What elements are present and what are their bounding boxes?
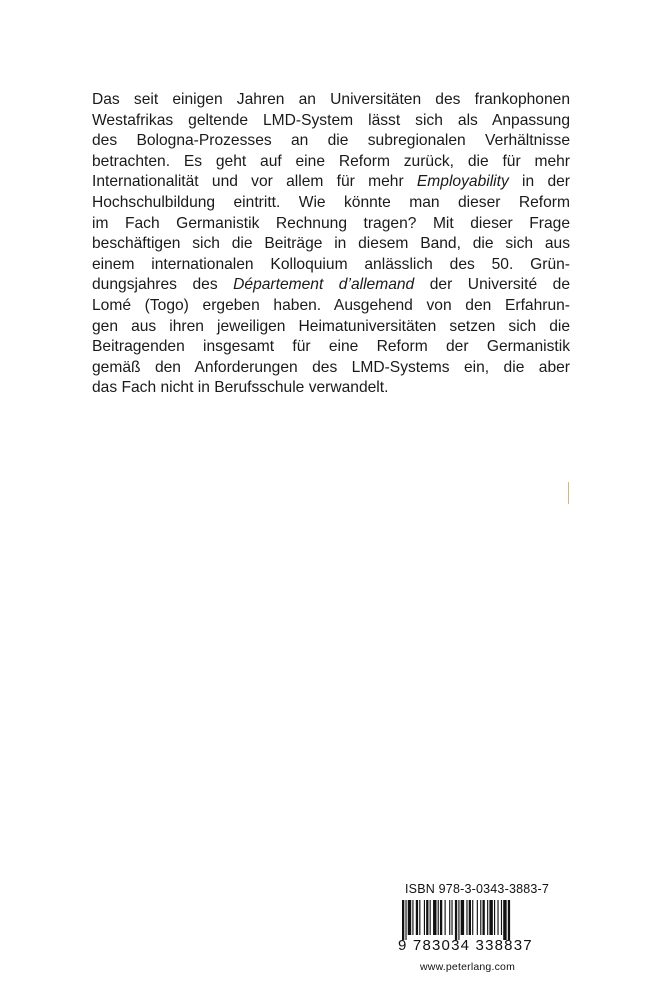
blurb-text: Hochschulbildung eintritt. Wie könnte man dieser Reform — [92, 193, 570, 211]
barcode-bar — [472, 900, 473, 935]
blurb-text: der Université de — [414, 276, 570, 294]
blurb-text: gen aus ihren jeweiligen Heimatuniversitäten setzen sich die — [92, 317, 570, 335]
blurb-text: Westafrikas geltende LMD-System lässt sich als Anpassung — [92, 111, 570, 129]
barcode-bar — [508, 900, 510, 940]
blurb-line — [92, 152, 570, 173]
barcode-bar — [480, 900, 481, 935]
blurb-italic-term: Département d’allemand — [233, 276, 415, 294]
barcode-bar — [494, 900, 495, 935]
barcode-bar — [449, 900, 450, 935]
blurb-text: im Fach Germanistik Rechnung tragen? Mit dieser Frage — [92, 214, 570, 232]
blurb-text: Internationalität und vor allem für mehr — [92, 173, 417, 191]
barcode-bar — [402, 900, 404, 940]
blurb-text: einem internationalen Kolloquium anlässlich des 50. Grün- — [92, 255, 570, 273]
publisher-url: www.peterlang.com — [420, 961, 516, 973]
blurb-text: in der — [508, 173, 570, 191]
blurb-line — [92, 317, 570, 338]
blurb-text: Das seit einigen Jahren an Universitäten des frankophonen — [92, 91, 570, 108]
decorative-tick — [568, 482, 569, 504]
barcode-bar — [497, 900, 498, 935]
barcode-digits: 9 783034 338837 — [398, 937, 533, 954]
barcode-bar — [469, 900, 471, 935]
barcode-bar — [489, 900, 492, 935]
blurb-italic-term: Employability — [416, 173, 509, 191]
blurb-line — [92, 296, 570, 317]
barcode-bar — [408, 900, 411, 935]
blurb-line — [92, 193, 570, 214]
back-cover-blurb — [92, 90, 570, 399]
barcode-bar — [451, 900, 452, 935]
blurb-line — [92, 275, 570, 296]
blurb-line — [92, 234, 570, 255]
barcode-bar — [412, 900, 413, 935]
blurb-line — [92, 90, 570, 111]
barcode-bar — [445, 900, 446, 935]
barcode-bar — [405, 900, 406, 940]
barcode-bar — [433, 900, 436, 935]
blurb-line — [92, 214, 570, 235]
barcode-bar — [430, 900, 431, 935]
barcode-bar — [458, 900, 459, 940]
blurb-text: betrachten. Es geht auf eine Reform zurück, die für mehr — [92, 152, 570, 170]
blurb-text: des Bologna-Prozesses an die subregionalen Verhältnisse — [92, 132, 570, 150]
blurb-line — [92, 358, 570, 379]
blurb-text: beschäftigen sich die Beiträge in diesem Band, die sich aus — [92, 235, 570, 253]
barcode-bar — [440, 900, 442, 935]
blurb-text: Beitragenden insgesamt für eine Reform der Germanistik — [92, 338, 570, 356]
blurb-line — [92, 337, 570, 358]
blurb-line — [92, 111, 570, 132]
blurb-text: gemäß den Anforderungen des LMD-Systems ein, die aber — [92, 358, 570, 376]
barcode-bar — [487, 900, 488, 935]
barcode-bar — [424, 900, 425, 935]
barcode-bar — [455, 900, 457, 940]
barcode-bar — [461, 900, 464, 935]
barcode-bar — [438, 900, 439, 935]
blurb-text: Lomé (Togo) ergeben haben. Ausgehend von den Erfahrun- — [92, 296, 570, 314]
blurb-text: das Fach nicht in Berufsschule verwandelt. — [92, 379, 389, 397]
blurb-line — [92, 172, 570, 193]
barcode-bar — [466, 900, 467, 935]
barcode-bar — [503, 900, 506, 940]
barcode-bar — [416, 900, 418, 935]
barcode-bars — [398, 900, 558, 940]
barcode-bar — [419, 900, 420, 935]
barcode-bar — [483, 900, 485, 935]
blurb-text: dungsjahres des — [92, 276, 234, 294]
blurb-line — [92, 378, 570, 399]
barcode-bar — [501, 900, 502, 935]
barcode-bar — [477, 900, 478, 935]
blurb-line — [92, 255, 570, 276]
isbn-label: ISBN 978-3-0343-3883-7 — [405, 882, 550, 896]
barcode-bar — [426, 900, 428, 935]
blurb-line — [92, 131, 570, 152]
